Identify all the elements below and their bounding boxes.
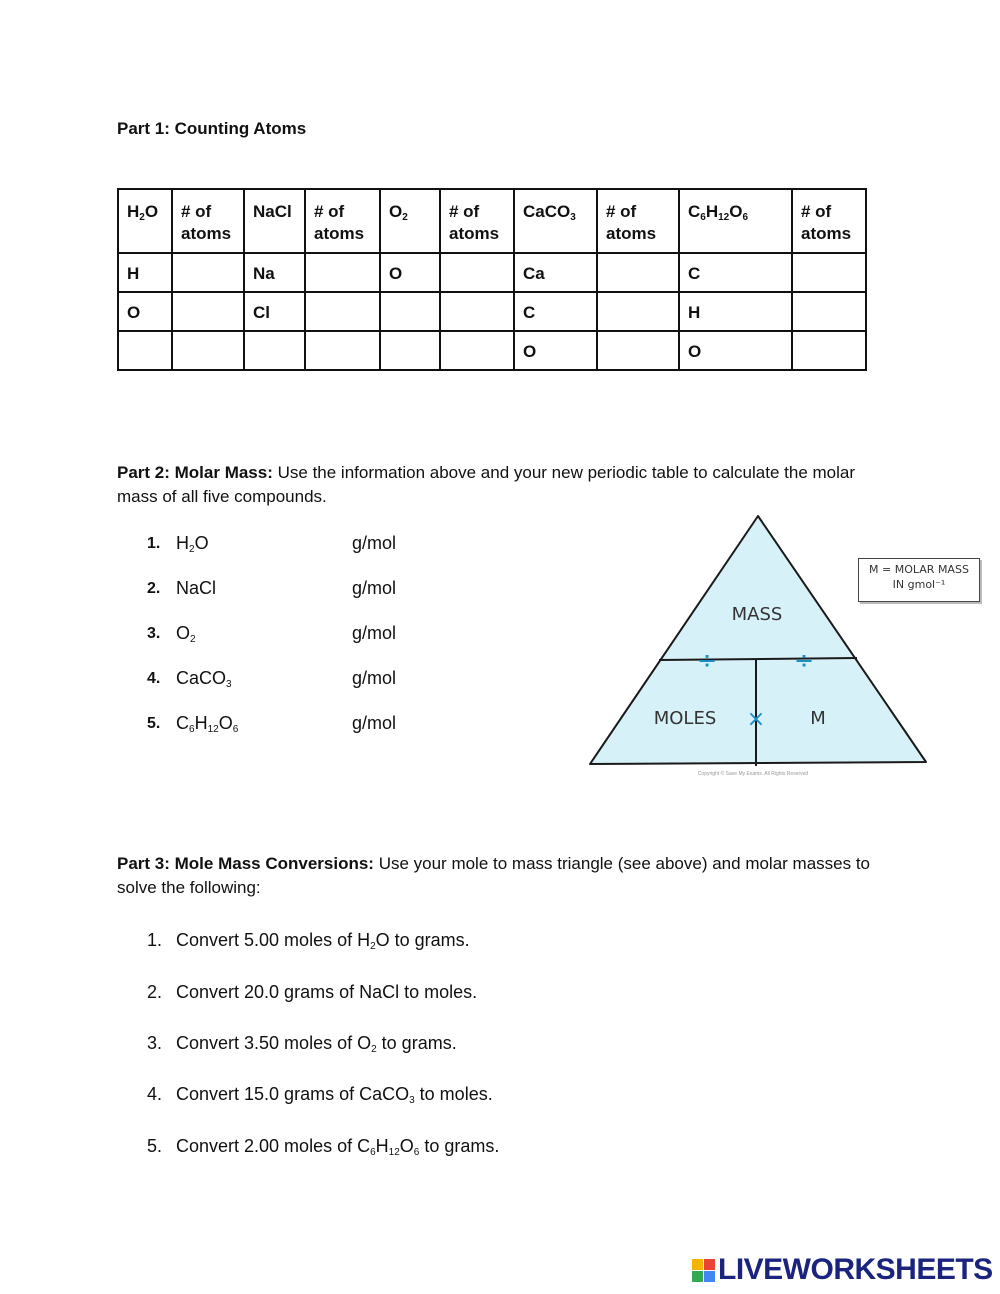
table-row bbox=[118, 331, 866, 370]
copyright-note: Copyright © Save My Exams. All Rights Reserved bbox=[697, 771, 809, 777]
unit-label: g/mol bbox=[352, 668, 397, 688]
element-cell: Ca bbox=[514, 253, 597, 292]
triangle-molar-mass-label: M bbox=[810, 708, 826, 729]
compound-formula: $C_6H_{12}O_6$ bbox=[688, 202, 749, 223]
compound-header bbox=[244, 189, 305, 253]
item-number: 5. bbox=[147, 715, 161, 732]
element-cell: C bbox=[679, 253, 792, 292]
atoms-answer-cell[interactable] bbox=[305, 253, 380, 292]
note-line-2: IN gmol⁻¹ bbox=[892, 578, 946, 591]
item-number: 3. bbox=[147, 1033, 163, 1053]
molar-mass-note bbox=[858, 558, 980, 602]
mole-mass-triangle bbox=[585, 510, 990, 780]
part2-instructions bbox=[117, 461, 877, 509]
conversion-question: Convert 5.00 moles of $H_2O$ to grams. bbox=[176, 930, 470, 952]
item-number: 2. bbox=[147, 982, 163, 1002]
atoms-count-header: # of atoms bbox=[440, 189, 514, 253]
compound-formula: CaCO$_3$ bbox=[176, 668, 232, 690]
element-cell: Na bbox=[244, 253, 305, 292]
atoms-answer-cell[interactable] bbox=[172, 253, 244, 292]
item-number: 1. bbox=[147, 930, 163, 950]
element-cell: C bbox=[514, 292, 597, 331]
compound-header bbox=[380, 189, 440, 253]
compound-formula: CaCO$_3$ bbox=[523, 202, 576, 223]
atoms-answer-cell[interactable] bbox=[597, 292, 679, 331]
logo-blocks-icon bbox=[692, 1259, 715, 1282]
unit-label: g/mol bbox=[352, 533, 397, 553]
compound-header bbox=[118, 189, 172, 253]
atoms-answer-cell[interactable] bbox=[597, 331, 679, 370]
part3-title: Part 3: Mole Mass Conversions: bbox=[117, 854, 374, 873]
compound-formula: NaCl bbox=[176, 578, 217, 598]
conversion-question: Convert 2.00 moles of $C_6H_{12}O_6$ to grams. bbox=[176, 1136, 500, 1158]
atoms-answer-cell[interactable] bbox=[792, 292, 866, 331]
element-cell: O bbox=[380, 253, 440, 292]
unit-label: g/mol bbox=[352, 623, 397, 643]
table-header-row bbox=[118, 189, 866, 253]
atoms-answer-cell[interactable] bbox=[792, 253, 866, 292]
atoms-answer-cell[interactable] bbox=[792, 331, 866, 370]
atoms-count-header: # of atoms bbox=[172, 189, 244, 253]
unit-label: g/mol bbox=[352, 578, 397, 598]
compound-formula: $O_2$ bbox=[176, 623, 196, 645]
item-number: 3. bbox=[147, 625, 161, 642]
conversion-question: Convert 20.0 grams of NaCl to moles. bbox=[176, 982, 478, 1002]
atoms-count-header: # of atoms bbox=[597, 189, 679, 253]
logo-wordmark: LIVEWORKSHEETS bbox=[718, 1253, 993, 1286]
element-cell bbox=[118, 331, 172, 370]
compound-formula: $H_2O$ bbox=[127, 202, 159, 223]
element-cell: O bbox=[514, 331, 597, 370]
element-cell: H bbox=[679, 292, 792, 331]
element-cell bbox=[380, 292, 440, 331]
part3-instructions bbox=[117, 852, 877, 900]
item-number: 4. bbox=[147, 670, 161, 687]
item-number: 4. bbox=[147, 1084, 163, 1104]
element-cell bbox=[244, 331, 305, 370]
element-cell: O bbox=[118, 292, 172, 331]
note-line-1: M = MOLAR MASS bbox=[869, 563, 969, 576]
part3-description: Use your mole to mass triangle (see above) and molar masses to solve the following: bbox=[117, 854, 871, 897]
divide-symbol-right: ÷ bbox=[793, 646, 815, 674]
part2-title: Part 2: Molar Mass: bbox=[117, 463, 273, 482]
table-row bbox=[118, 253, 866, 292]
triangle-mass-label: MASS bbox=[731, 604, 783, 625]
part2-description: Use the information above and your new periodic table to calculate the molar mass of all five compounds. bbox=[117, 463, 855, 506]
divide-symbol-left: ÷ bbox=[696, 646, 718, 674]
table-row bbox=[118, 292, 866, 331]
atoms-answer-cell[interactable] bbox=[172, 331, 244, 370]
element-cell: H bbox=[118, 253, 172, 292]
atoms-answer-cell[interactable] bbox=[440, 253, 514, 292]
atoms-answer-cell[interactable] bbox=[597, 253, 679, 292]
item-number: 5. bbox=[147, 1136, 163, 1156]
multiply-symbol: × bbox=[746, 707, 766, 732]
atoms-answer-cell[interactable] bbox=[440, 292, 514, 331]
atoms-answer-cell[interactable] bbox=[305, 331, 380, 370]
element-cell bbox=[380, 331, 440, 370]
compound-header bbox=[679, 189, 792, 253]
compound-formula: $O_2$ bbox=[389, 202, 408, 223]
element-cell: Cl bbox=[244, 292, 305, 331]
compound-header bbox=[514, 189, 597, 253]
item-number: 2. bbox=[147, 580, 161, 597]
atoms-answer-cell[interactable] bbox=[440, 331, 514, 370]
atoms-count-header: # of atoms bbox=[305, 189, 380, 253]
item-number: 1. bbox=[147, 535, 161, 552]
compound-formula: $C_6H_{12}O_6$ bbox=[176, 713, 239, 735]
atoms-count-header: # of atoms bbox=[792, 189, 866, 253]
counting-atoms-table bbox=[117, 188, 867, 371]
triangle-moles-label: MOLES bbox=[653, 708, 717, 729]
unit-label: g/mol bbox=[352, 713, 397, 733]
compound-formula: $H_2O$ bbox=[176, 533, 209, 555]
part1-title: Part 1: Counting Atoms bbox=[117, 119, 307, 138]
atoms-answer-cell[interactable] bbox=[305, 292, 380, 331]
conversion-question: Convert 15.0 grams of CaCO$_3$ to moles. bbox=[176, 1084, 493, 1106]
conversion-question: Convert 3.50 moles of $O_2$ to grams. bbox=[176, 1033, 457, 1055]
liveworksheets-logo bbox=[692, 1255, 993, 1285]
element-cell: O bbox=[679, 331, 792, 370]
compound-formula: NaCl bbox=[253, 202, 292, 221]
atoms-answer-cell[interactable] bbox=[172, 292, 244, 331]
